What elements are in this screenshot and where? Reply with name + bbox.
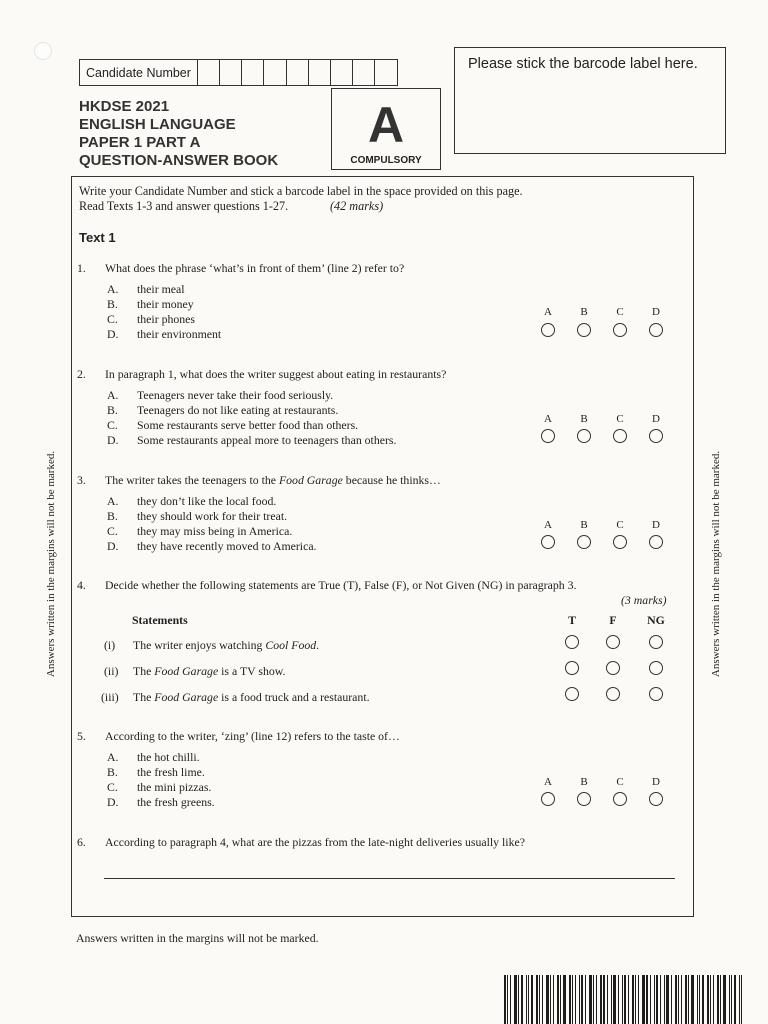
statement-text-part: The [133,690,155,704]
question-number: 5. [77,729,86,743]
question-text [105,473,441,488]
punch-hole [34,42,52,60]
barcode-bar [613,975,616,1024]
barcode-bar [685,975,687,1024]
candidate-number-cell[interactable] [198,60,220,85]
barcode-bar [507,975,508,1024]
answer-bubble-b[interactable] [577,323,591,337]
option-text: the mini pizzas. [137,780,212,794]
option-letter: C. [107,312,118,326]
barcode-bar [575,975,576,1024]
barcode-bar [603,975,605,1024]
option-column-header: A [544,519,552,531]
question-text: What does the phrase ‘what’s in front of them’ (line 2) refer to? [105,261,405,275]
candidate-number-cell[interactable] [375,60,396,85]
option-text: they have recently moved to America. [137,539,317,553]
candidate-number-cell[interactable] [309,60,331,85]
question-text-part: because he thinks… [342,473,441,487]
barcode-bar [579,975,580,1024]
barcode-graphic [504,975,744,1024]
question-text: Decide whether the following statements are True (T), False (F), or Not Given (NG) in paragraph 3. [105,578,577,592]
statement-text [133,638,319,653]
option-column-header: D [652,519,660,531]
option-letter: D. [107,433,119,447]
barcode-bar [560,975,561,1024]
tf-column-header: F [609,613,617,627]
barcode-bar [678,975,679,1024]
barcode-bar [646,975,648,1024]
question-marks: (3 marks) [621,593,667,607]
candidate-number-cell[interactable] [220,60,242,85]
compulsory-label: COMPULSORY [350,155,422,166]
barcode-bar [539,975,540,1024]
barcode-bar [563,975,566,1024]
barcode-bar [521,975,523,1024]
barcode-bar [510,975,511,1024]
barcode-instruction: Please stick the barcode label here. [468,56,698,72]
barcode-bar [707,975,709,1024]
option-text: the hot chilli. [137,750,200,764]
answer-line[interactable] [104,878,675,879]
statement-text-part: The writer enjoys watching [133,638,266,652]
footer-note: Answers written in the margins will not be marked. [76,931,319,945]
barcode-bar [628,975,629,1024]
option-letter: B. [107,297,118,311]
barcode-bar [664,975,665,1024]
option-letter: D. [107,795,119,809]
barcode-bar [572,975,573,1024]
option-letter: B. [107,403,118,417]
question-text-italic: Food Garage [278,473,343,487]
statement-text-part: is a food truck and a restaurant. [218,690,370,704]
barcode-bar [691,975,694,1024]
barcode-bar [638,975,639,1024]
option-column-header: B [580,306,588,318]
option-text: they should work for their treat. [137,509,288,523]
barcode-bar [635,975,636,1024]
barcode-bar [710,975,711,1024]
barcode-bar [671,975,672,1024]
option-column-header: C [616,519,624,531]
option-letter: A. [107,282,119,296]
barcode-bar [581,975,583,1024]
option-text: their phones [137,312,195,326]
candidate-number-label: Candidate Number [80,60,198,85]
candidate-number-cell[interactable] [287,60,309,85]
answer-bubble-ng[interactable] [649,687,663,701]
option-letter: B. [107,765,118,779]
question-number: 2. [77,367,86,381]
question-number: 3. [77,473,86,487]
answer-bubble-a[interactable] [541,535,555,549]
option-text: their environment [137,327,222,341]
question-number: 1. [77,261,86,275]
option-letter: C. [107,780,118,794]
exam-title-line: QUESTION-ANSWER BOOK [79,152,279,169]
option-text: they don’t like the local food. [137,494,277,508]
candidate-number-cell[interactable] [242,60,264,85]
statement-text-part: is a TV show. [218,664,286,678]
option-text: Teenagers never take their food seriously. [137,388,334,402]
option-text: Some restaurants appeal more to teenagers than others. [137,433,397,447]
barcode-bar [624,975,626,1024]
instruction-line: Write your Candidate Number and stick a barcode label in the space provided on this page. [79,184,523,198]
statement-text-italic: Food Garage [154,664,219,678]
barcode-bar [542,975,543,1024]
right-margin-note: Answers written in the margins will not be marked. [710,450,722,678]
option-column-header: D [652,306,660,318]
answer-bubble-a[interactable] [541,792,555,806]
barcode-label-box [454,47,726,154]
answer-bubble-a[interactable] [541,323,555,337]
answer-bubble-f[interactable] [606,687,620,701]
exam-title-line: ENGLISH LANGUAGE [79,116,236,133]
barcode-bar [632,975,634,1024]
barcode-bar [600,975,602,1024]
barcode-bar [666,975,669,1024]
question-text: According to the writer, ‘zing’ (line 12) refers to the taste of… [105,729,400,743]
option-letter: A. [107,388,119,402]
barcode-bar [697,975,698,1024]
barcode-bar [518,975,519,1024]
answer-bubble-f[interactable] [606,661,620,675]
barcode-bar [546,975,549,1024]
option-text: the fresh lime. [137,765,205,779]
barcode-bar [734,975,736,1024]
barcode-bar [531,975,533,1024]
barcode-bar [536,975,538,1024]
barcode-bar [593,975,594,1024]
barcode-bar [553,975,554,1024]
barcode-bar [731,975,732,1024]
question-text: According to paragraph 4, what are the pizzas from the late-night deliveries usually like? [105,835,525,849]
statement-number: (i) [104,638,116,652]
barcode-bar [596,975,597,1024]
barcode-bar [607,975,608,1024]
candidate-number-cell[interactable] [331,60,353,85]
instruction-marks: (42 marks) [330,199,384,213]
option-text: they may miss being in America. [137,524,293,538]
statement-text-part: . [316,638,320,652]
answer-bubble-b[interactable] [577,429,591,443]
barcode-bar [611,975,612,1024]
option-text: the fresh greens. [137,795,215,809]
barcode-bar [622,975,623,1024]
barcode-bar [681,975,682,1024]
question-text: In paragraph 1, what does the writer suggest about eating in restaurants? [105,367,447,381]
question-number: 6. [77,835,86,849]
exam-title-line: PAPER 1 PART A [79,134,201,151]
barcode-bar [550,975,551,1024]
barcode-bar [739,975,740,1024]
answer-bubble-d[interactable] [649,535,663,549]
option-column-header: D [652,413,660,425]
answer-bubble-a[interactable] [541,429,555,443]
answer-bubble-d[interactable] [649,323,663,337]
answer-bubble-d[interactable] [649,429,663,443]
option-letter: C. [107,524,118,538]
barcode-bar [642,975,645,1024]
option-column-header: D [652,776,660,788]
candidate-number-cell[interactable] [264,60,286,85]
barcode-bar [660,975,661,1024]
candidate-number-box [79,59,398,86]
option-letter: B. [107,509,118,523]
statements-header: Statements [132,613,188,627]
option-letter: D. [107,327,119,341]
answer-bubble-f[interactable] [606,635,620,649]
barcode-bar [526,975,527,1024]
option-column-header: C [616,306,624,318]
answer-bubble-b[interactable] [577,535,591,549]
barcode-bar [585,975,586,1024]
option-text: their money [137,297,194,311]
option-letter: A. [107,494,119,508]
statement-number: (iii) [101,690,119,704]
barcode-bar [720,975,721,1024]
barcode-bar [589,975,592,1024]
tf-column-header: T [568,613,576,627]
option-text: Some restaurants serve better food than others. [137,418,359,432]
option-column-header: A [544,776,552,788]
barcode-bar [618,975,619,1024]
answer-bubble-ng[interactable] [649,661,663,675]
option-letter: C. [107,418,118,432]
left-margin-note: Answers written in the margins will not be marked. [45,450,57,678]
option-letter: D. [107,539,119,553]
barcode-bar [741,975,742,1024]
barcode-bar [699,975,700,1024]
exam-title-line: HKDSE 2021 [79,98,170,115]
statement-text [133,664,286,679]
barcode-bar [713,975,714,1024]
exam-title [79,98,278,170]
barcode-bar [650,975,651,1024]
answer-bubble-c[interactable] [613,535,627,549]
option-column-header: A [544,413,552,425]
barcode-bar [528,975,529,1024]
answer-bubble-ng[interactable] [649,635,663,649]
option-text: their meal [137,282,185,296]
answer-bubble-c[interactable] [613,792,627,806]
barcode-bar [675,975,677,1024]
option-column-header: A [544,306,552,318]
statement-text-part: The [133,664,155,678]
statement-text-italic: Food Garage [154,690,219,704]
tf-column-header: NG [647,613,665,627]
barcode-bar [723,975,726,1024]
answer-bubble-b[interactable] [577,792,591,806]
option-column-header: C [616,413,624,425]
question-number: 4. [77,578,86,592]
answer-bubble-c[interactable] [613,429,627,443]
answer-bubble-d[interactable] [649,792,663,806]
barcode-bar [569,975,571,1024]
answer-bubble-t[interactable] [565,661,579,675]
answer-bubble-t[interactable] [565,687,579,701]
answer-bubble-t[interactable] [565,635,579,649]
barcode-bar [504,975,506,1024]
option-column-header: B [580,519,588,531]
paper-part-box [331,88,441,170]
instruction-line: Read Texts 1-3 and answer questions 1-27. [79,199,289,213]
option-column-header: C [616,776,624,788]
option-letter: A. [107,750,119,764]
section-title: Text 1 [79,230,116,245]
option-column-header: B [580,776,588,788]
option-column-header: B [580,413,588,425]
barcode-bar [656,975,658,1024]
option-text: Teenagers do not like eating at restaurants. [137,403,339,417]
barcode-bar [702,975,704,1024]
barcode-bar [557,975,559,1024]
statement-text-italic: Cool Food [265,638,317,652]
barcode-bar [654,975,655,1024]
statement-text [133,690,370,705]
statement-number: (ii) [104,664,119,678]
answer-bubble-c[interactable] [613,323,627,337]
barcode-bar [717,975,719,1024]
barcode-bar [729,975,730,1024]
barcode-bar [688,975,689,1024]
question-text-part: The writer takes the teenagers to the [105,473,279,487]
candidate-number-cell[interactable] [353,60,375,85]
paper-letter: A [367,97,405,153]
barcode-bar [514,975,517,1024]
